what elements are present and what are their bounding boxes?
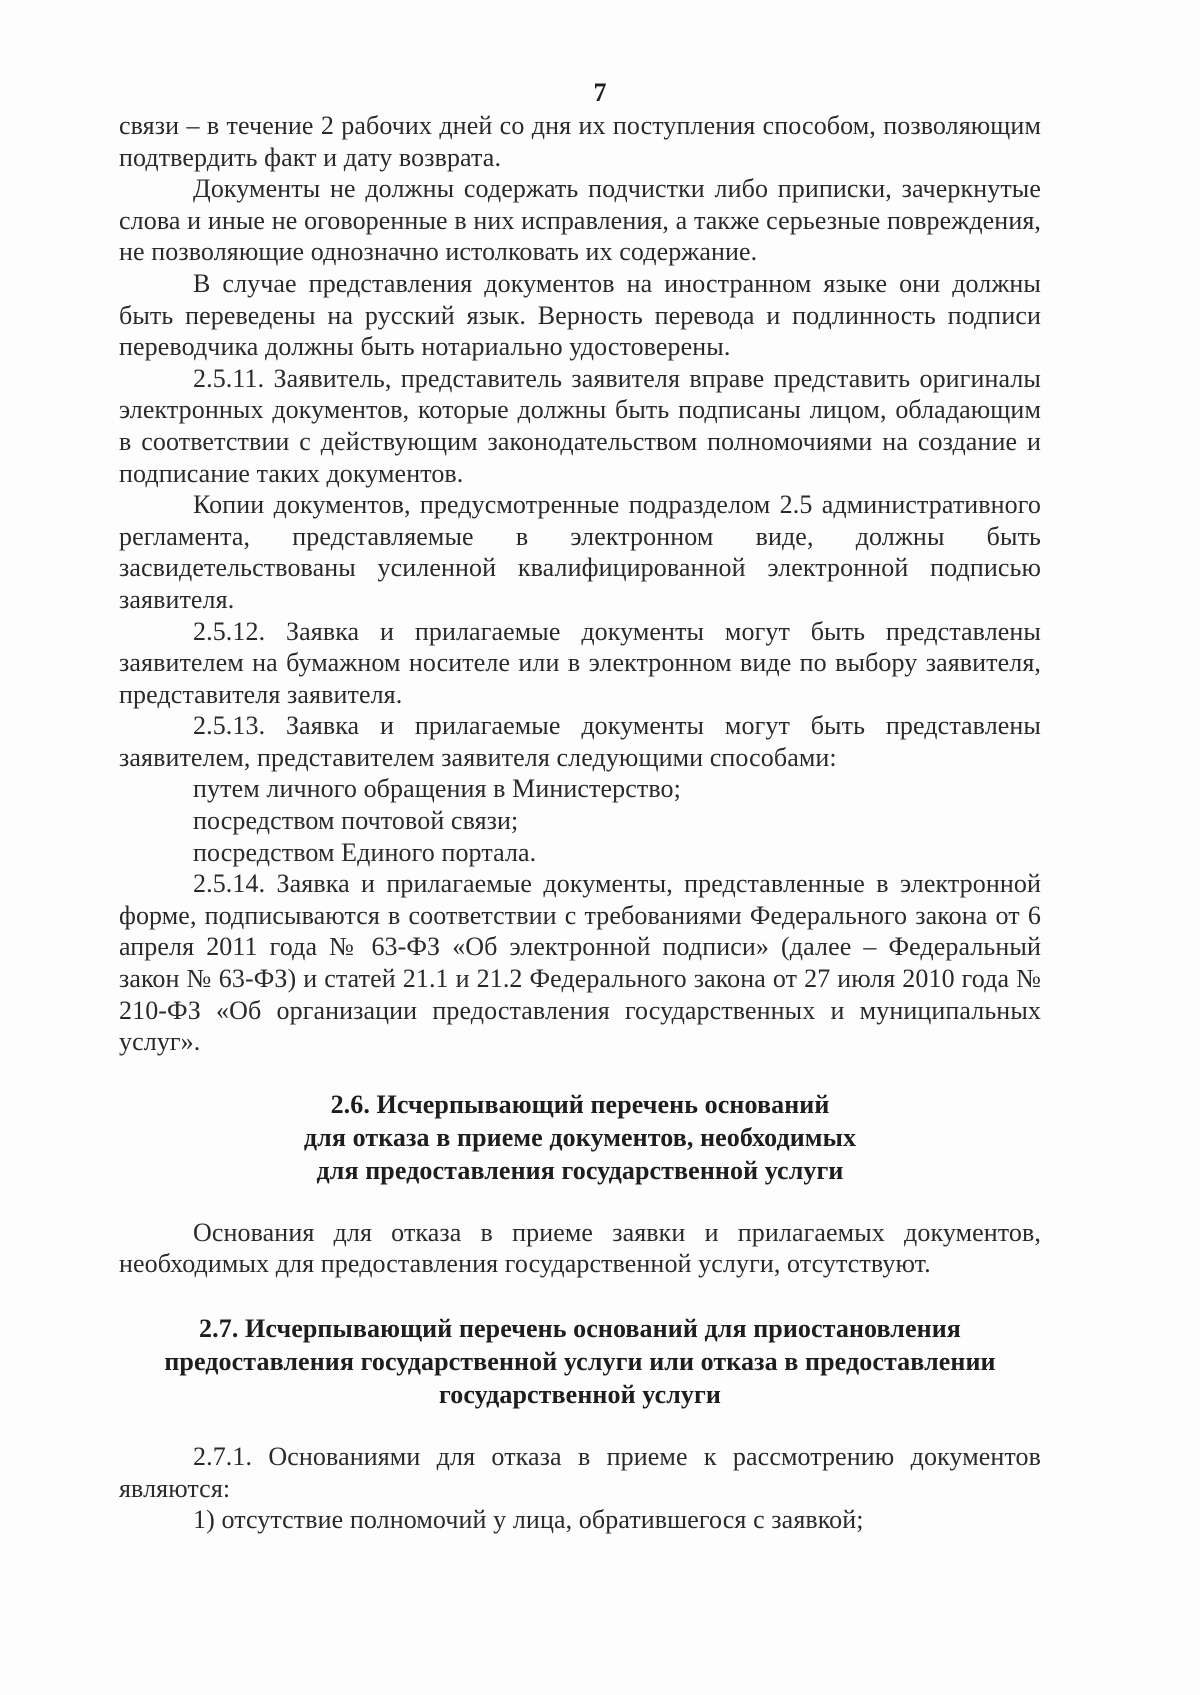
list-item-unified-portal: посредством Единого портала. [193, 837, 537, 867]
heading-line: 2.6. Исчерпывающий перечень оснований [330, 1089, 830, 1119]
paragraph-2-5-12: 2.5.12. Заявка и прилагаемые документы могут быть представлены заявителем на бумажном носителе или в электронном виде по выбору заявителя, представителя заявителя. [119, 616, 1041, 709]
heading-line: государственной услуги [439, 1380, 721, 1409]
paragraph-2-5-14: 2.5.14. Заявка и прилагаемые документы, представленные в электронной форме, подписываются в соответствии с требованиями Федерального закона от 6 апреля 2011 года № 63-ФЗ «Об электронной подписи» (далее – Федеральный закон № 63-ФЗ) и статей 21.1 и 21.2 Федерального закона от 27 июля 2010 года № 210-ФЗ «Об организации предоставления государственных и муниципальных услуг». [119, 869, 1041, 1057]
spacer [119, 1280, 1041, 1312]
paragraph-return-documents: связи – в течение 2 рабочих дней со дня их поступления способом, позволяющим подтвердить факт и дату возврата. [119, 111, 1041, 172]
page-number: 7 [593, 78, 607, 107]
document-body [119, 110, 1041, 1536]
spacer [119, 1058, 1041, 1088]
section-heading-2-7 [119, 1312, 1041, 1411]
paragraph-2-6-text: Основания для отказа в приеме заявки и прилагаемых документов, необходимых для предоставления государственной услуги, отсутствуют. [119, 1217, 1041, 1279]
spacer [119, 1411, 1041, 1441]
paragraph-no-corrections: Документы не должны содержать подчистки либо приписки, зачеркнутые слова и иные не оговоренные в них исправления, а также серьезные повреждения, не позволяющие однозначно истолковать их содержание. [119, 174, 1041, 267]
list-item-personal-visit: путем личного обращения в Министерство; [193, 774, 681, 804]
list-item-no-authority: 1) отсутствие полномочий у лица, обратившегося с заявкой; [193, 1505, 864, 1535]
list-item-postal: посредством почтовой связи; [193, 806, 519, 836]
paragraph-foreign-language: В случае представления документов на иностранном языке они должны быть переведены на русский язык. Верность перевода и подлинность подписи переводчика должны быть нотариально удостоверены. [119, 268, 1041, 362]
heading-line: 2.7. Исчерпывающий перечень оснований для приостановления [199, 1314, 961, 1343]
heading-line: для предоставления государственной услуги [316, 1155, 844, 1185]
section-heading-2-6 [119, 1088, 1041, 1187]
paragraph-2-5-13: 2.5.13. Заявка и прилагаемые документы могут быть представлены заявителем, представителем заявителя следующими способами: [119, 711, 1041, 772]
paragraph-2-5-11: 2.5.11. Заявитель, представитель заявителя вправе представить оригиналы электронных документов, которые должны быть подписаны лицом, обладающим в соответствии с действующим законодательством полномочиями на создание и подписание таких документов. [119, 363, 1041, 488]
heading-line: предоставления государственной услуги или отказа в предоставлении [164, 1347, 996, 1376]
heading-line: для отказа в приеме документов, необходимых [303, 1122, 857, 1152]
spacer [119, 1187, 1041, 1217]
paragraph-2-7-1: 2.7.1. Основаниями для отказа в приеме к рассмотрению документов являются: [119, 1442, 1041, 1503]
paragraph-electronic-copies: Копии документов, предусмотренные подразделом 2.5 административного регламента, представляемые в электронном виде, должны быть засвидетельствованы усиленной квалифицированной электронной подписью заявителя. [119, 490, 1041, 614]
